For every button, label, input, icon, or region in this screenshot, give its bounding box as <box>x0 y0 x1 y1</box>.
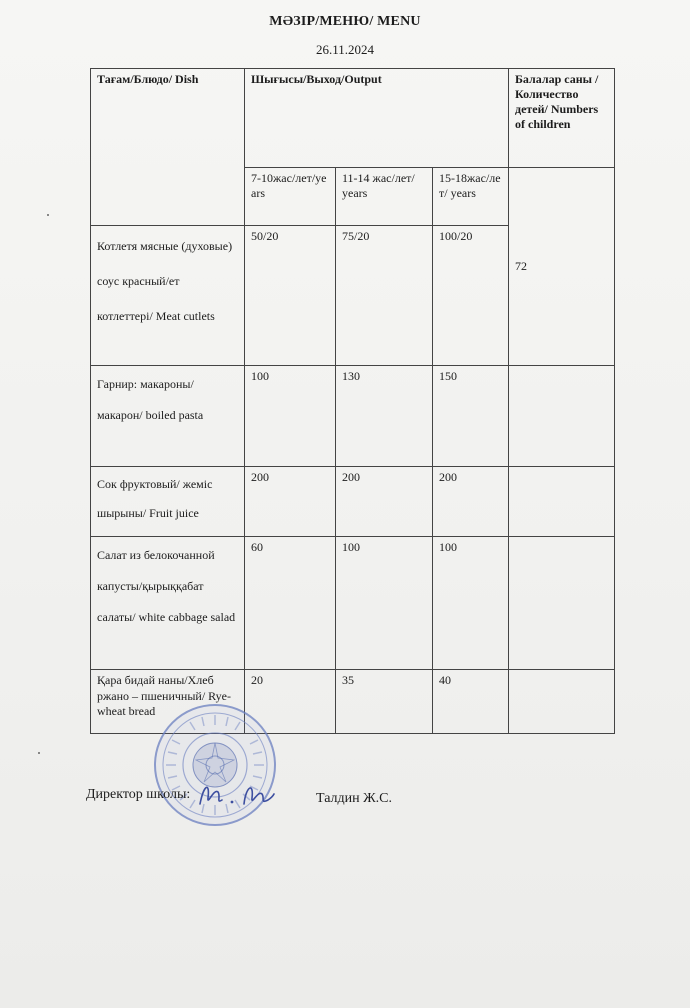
age-group-header: 15-18жас/лет/ years <box>433 168 509 226</box>
scan-speck <box>38 752 40 754</box>
children-empty-cell <box>509 467 615 537</box>
portion-value: 60 <box>245 537 336 670</box>
portion-value: 20 <box>245 670 336 734</box>
portion-value: 100 <box>433 537 509 670</box>
dish-name: Котлетя мясные (духовые) соус красный/ет котлеттері/ Meat cutlets <box>91 226 245 366</box>
dish-name: Сок фруктовый/ жеміс шырыны/ Fruit juice <box>91 467 245 537</box>
table-row <box>91 366 615 467</box>
dish-header: Тағам/Блюдо/ Dish <box>91 69 245 226</box>
table-row <box>91 537 615 670</box>
age-group-header: 7-10жас/лет/years <box>245 168 336 226</box>
header-row <box>91 69 615 168</box>
document-date: 26.11.2024 <box>315 42 375 57</box>
portion-value: 200 <box>336 467 433 537</box>
table-row <box>91 467 615 537</box>
director-name: Талдин Ж.С. <box>316 791 393 806</box>
document-title: МӘЗІР/МЕНЮ/ MENU <box>269 14 421 29</box>
dish-name: Қара бидай наны/Хлеб ржано – пшеничный/ Rye-wheat bread <box>91 670 245 734</box>
children-empty-cell <box>509 670 615 734</box>
portion-value: 100 <box>245 366 336 467</box>
age-group-header: 11-14 жас/лет/ years <box>336 168 433 226</box>
portion-value: 35 <box>336 670 433 734</box>
dish-name: Гарнир: макароны/макарон/ boiled pasta <box>91 366 245 467</box>
portion-value: 200 <box>245 467 336 537</box>
portion-value: 40 <box>433 670 509 734</box>
portion-value: 130 <box>336 366 433 467</box>
director-label: Директор школы: <box>86 787 191 802</box>
scan-speck <box>47 214 49 216</box>
children-empty-cell <box>509 537 615 670</box>
output-header: Шығысы/Выход/Output <box>245 69 509 168</box>
dish-name: Салат из белокочанной капусты/қырыққабат салаты/ white cabbage salad <box>91 537 245 670</box>
portion-value: 100 <box>336 537 433 670</box>
portion-value: 75/20 <box>336 226 433 366</box>
children-count: 72 <box>509 168 615 366</box>
portion-value: 200 <box>433 467 509 537</box>
menu-table <box>90 68 615 734</box>
portion-value: 50/20 <box>245 226 336 366</box>
children-header: Балалар саны /Количество детей/ Numbers of children <box>509 69 615 168</box>
director-signature <box>196 778 276 812</box>
portion-value: 150 <box>433 366 509 467</box>
portion-value: 100/20 <box>433 226 509 366</box>
children-empty-cell <box>509 366 615 467</box>
